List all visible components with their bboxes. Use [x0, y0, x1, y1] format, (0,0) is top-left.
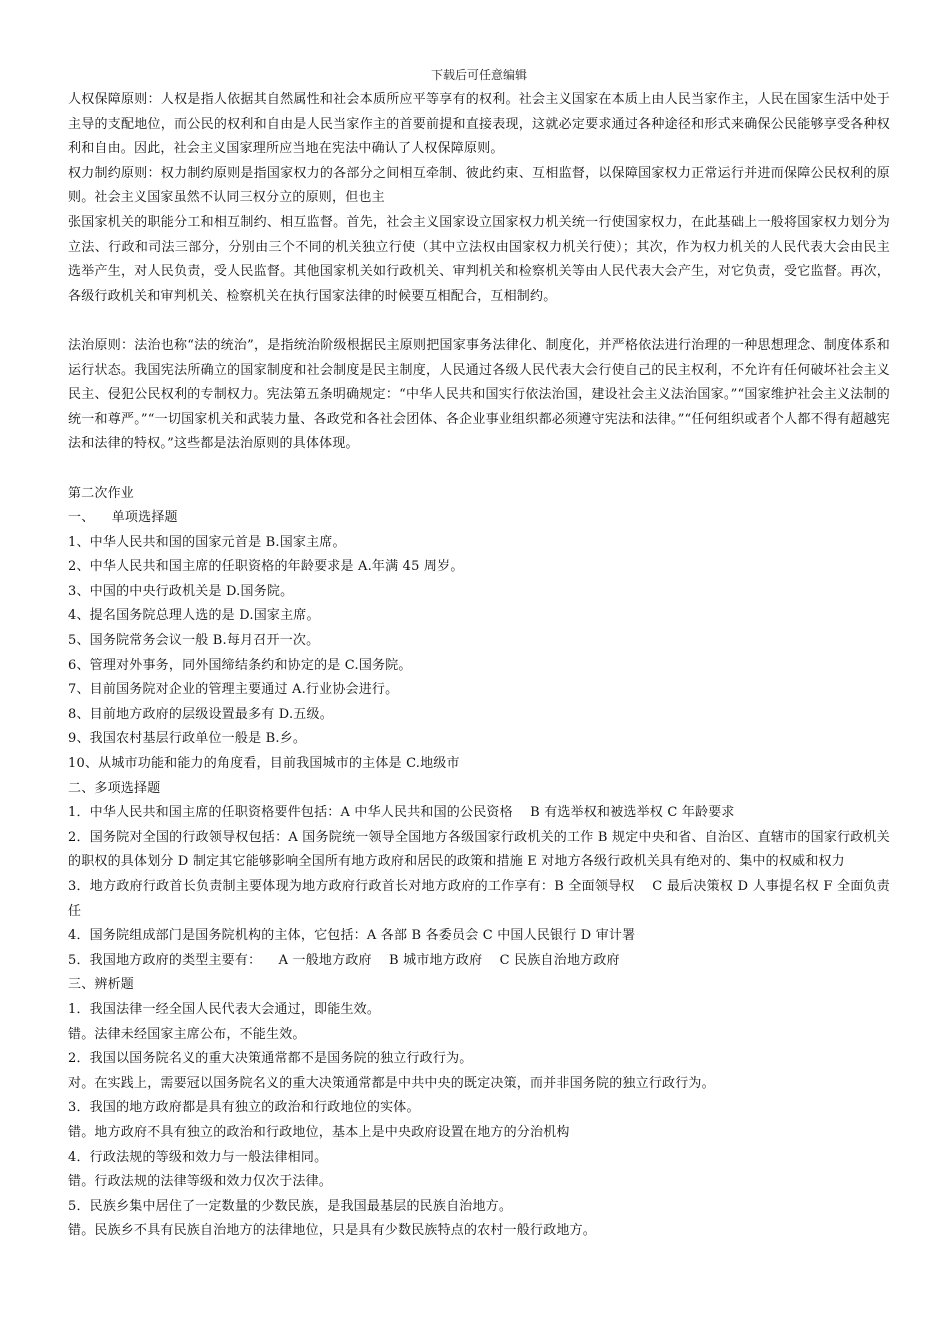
section-analysis-title: 三、辨析题 — [68, 977, 135, 993]
multi-choice-item: 4．国务院组成部门是国务院机构的主体，它包括：A 各部 B 各委员会 C 中国人民银行 D 审计署 — [68, 928, 636, 944]
analysis-question: 3．我国的地方政府都是具有独立的政治和行政地位的实体。 — [68, 1100, 420, 1116]
analysis-answer: 对。在实践上，需要冠以国务院名义的重大决策通常都是中共中央的既定决策，而并非国务院的独立行政行为。 — [68, 1075, 715, 1091]
page-header: 下载后可任意编辑 — [430, 68, 527, 82]
paragraph-human-rights: 人权保障原则：人权是指人依据其自然属性和社会本质所应平等享有的权利。社会主义国家在本质上由人民当家作主，人民在国家生活中处于主导的支配地位，而公民的权利和自由是人民当家作主的首要前提和直接表现，这就必定要求通过各种途径和形式来确保公民能够享受各种权利和自由。因此，社会主义国家理所应当地在宪法中确认了人权保障原则。 — [68, 92, 890, 157]
single-choice-item: 2、中华人民共和国主席的任职资格的年龄要求是 A.年满 45 周岁。 — [68, 559, 464, 575]
single-choice-item: 6、管理对外事务，同外国缔结条约和协定的是 C.国务院。 — [68, 657, 412, 673]
document-body — [68, 88, 890, 1244]
spacer — [68, 309, 890, 334]
analysis-answer: 错。行政法规的法律等级和效力仅次于法律。 — [68, 1174, 333, 1190]
single-choice-item: 7、目前国务院对企业的管理主要通过 A.行业协会进行。 — [68, 682, 399, 698]
analysis-question: 2．我国以国务院名义的重大决策通常都不是国务院的独立行政行为。 — [68, 1051, 473, 1067]
single-choice-item: 4、提名国务院总理人选的是 D.国家主席。 — [68, 608, 320, 624]
single-choice-item: 3、中国的中央行政机关是 D.国务院。 — [68, 583, 294, 599]
multi-choice-item: 5．我国地方政府的类型主要有： A 一般地方政府 B 城市地方政府 C 民族自治地方政府 — [68, 952, 620, 968]
homework-title: 第二次作业 — [68, 485, 135, 501]
multi-choice-item: 2．国务院对全国的行政领导权包括：A 国务院统一领导全国地方各级国家行政机关的工作 B 规定中央和省、自治区、直辖市的国家行政机关的职权的具体划分 D 制定其它能够影响全国所有地方政府和居民的政策和措施 E 对地方各级行政机关具有绝对的、集中的权威和权力 — [68, 829, 890, 870]
multi-choice-item: 1．中华人民共和国主席的任职资格要件包括：A 中华人民共和国的公民资格 B 有选举权和被选举权 C 年龄要求 — [68, 805, 735, 821]
analysis-answer: 错。民族乡不具有民族自治地方的法律地位，只是具有少数民族特点的农村一般行政地方。 — [68, 1223, 597, 1239]
section-single-choice-title: 一、 单项选择题 — [68, 510, 178, 526]
single-choice-item: 10、从城市功能和能力的角度看，目前我国城市的主体是 C.地级市 — [68, 756, 460, 772]
single-choice-item: 8、目前地方政府的层级设置最多有 D.五级。 — [68, 706, 333, 722]
single-choice-item: 5、国务院常务会议一般 B.每月召开一次。 — [68, 633, 320, 649]
analysis-answer: 错。地方政府不具有独立的政治和行政地位，基本上是中央政府设置在地方的分治机构 — [68, 1124, 570, 1140]
section-multi-choice-title: 二、多项选择题 — [68, 780, 161, 796]
analysis-question: 4．行政法规的等级和效力与一般法律相同。 — [68, 1149, 328, 1165]
analysis-answer: 错。法律未经国家主席公布，不能生效。 — [68, 1026, 306, 1042]
multi-choice-item: 3．地方政府行政首长负责制主要体现为地方政府行政首长对地方政府的工作享有：B 全面领导权 C 最后决策权 D 人事提名权 F 全面负责任 — [68, 879, 890, 919]
single-choice-item: 9、我国农村基层行政单位一般是 B.乡。 — [68, 731, 307, 747]
analysis-question: 1．我国法律一经全国人民代表大会通过，即能生效。 — [68, 1001, 381, 1017]
paragraph-rule-of-law: 法治原则：法治也称“法的统治”，是指统治阶级根据民主原则把国家事务法律化、制度化，并严格依法进行治理的一种思想理念、制度体系和运行状态。我国宪法所确立的国家制度和社会制度是民主制度，人民通过各级人民代表大会行使自己的民主权利，不允许有任何破坏社会主义民主、侵犯公民权利的专制权力。宪法第五条明确规定：“中华人民共和国实行依法治国，建设社会主义法治国家。”“国家维护社会主义法制的统一和尊严。”“一切国家机关和武装力量、各政党和各社会团体、各企业事业组织都必须遵守宪法和法律。”“任何组织或者个人都不得有超越宪法和法律的特权。”这些都是法治原则的具体体现。 — [68, 337, 890, 452]
analysis-question: 5．民族乡集中居住了一定数量的少数民族，是我国最基层的民族自治地方。 — [68, 1198, 513, 1214]
paragraph-power-restraint: 权力制约原则：权力制约原则是指国家权力的各部分之间相互牵制、彼此约束、互相监督，以保障国家权力正常运行并进而保障公民权利的原则。社会主义国家虽然不认同三权分立的原则，但也主 — [68, 165, 890, 206]
single-choice-item: 1、中华人民共和国的国家元首是 B.国家主席。 — [68, 534, 346, 550]
document-page — [68, 0, 890, 1244]
paragraph-power-restraint-cont: 张国家机关的职能分工和相互制约、相互监督。首先，社会主义国家设立国家权力机关统一行使国家权力，在此基础上一般将国家权力划分为立法、行政和司法三部分，分别由三个不同的机关独立行使（其中立法权由国家权力机关行使）；其次，作为权力机关的人民代表大会由民主选举产生，对人民负责，受人民监督。其他国家机关如行政机关、审判机关和检察机关等由人民代表大会产生，对它负责，受它监督。再次，各级行政机关和审判机关、检察机关在执行国家法律的时候要互相配合，互相制约。 — [68, 214, 890, 304]
spacer — [68, 457, 890, 482]
